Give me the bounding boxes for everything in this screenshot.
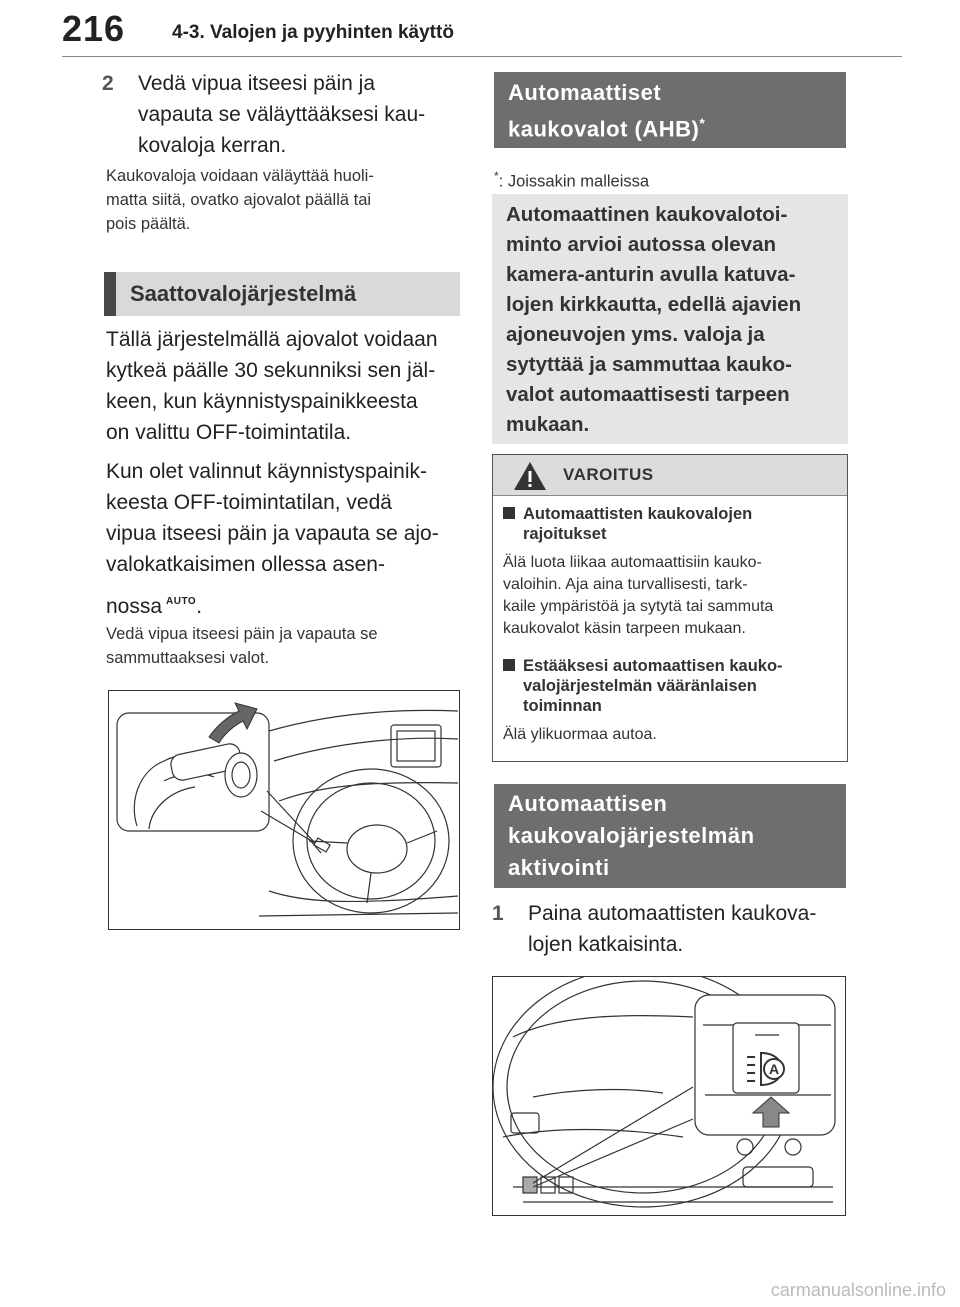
step-number: 2 <box>102 72 114 95</box>
auto-symbol-icon: AUTO <box>166 596 197 607</box>
warning-item-title-text: Estääksesi automaattisen kauko- <box>523 657 783 675</box>
warning-item-title <box>503 504 837 524</box>
summary-line: mukaan. <box>506 413 590 436</box>
section-heading-ahb <box>494 72 846 148</box>
ahb-switch-drawing <box>493 977 844 1214</box>
step-line: Paina automaattisten kaukova- <box>528 902 817 925</box>
warning-title: VAROITUS <box>563 465 654 484</box>
heading-line <box>508 108 832 144</box>
step-2 <box>102 68 462 161</box>
heading-line: Automaattiset <box>508 80 662 105</box>
summary-line: valot automaattisesti tarpeen <box>506 383 790 406</box>
warning-line: kaukovalot käsin tarpeen mukaan. <box>503 620 746 637</box>
illustration-lever-pull <box>108 690 460 930</box>
step-number: 1 <box>492 902 504 925</box>
summary-line: ajoneuvojen yms. valoja ja <box>506 323 765 346</box>
text-line: kytkeä päälle 30 sekunniksi sen jäl- <box>106 359 436 382</box>
note-turn-off <box>106 622 466 670</box>
text-line: on valittu OFF-toimintatila. <box>106 421 352 444</box>
warning-header <box>493 455 847 496</box>
note-line: Kaukovaloja voidaan väläyttää huoli- <box>106 167 374 185</box>
summary-box <box>492 194 848 444</box>
square-bullet-icon <box>503 507 515 519</box>
heading-text: kaukovalot (AHB) <box>508 116 700 142</box>
warning-item-body <box>503 552 837 640</box>
square-bullet-icon <box>503 659 515 671</box>
illustration-ahb-switch <box>492 976 846 1216</box>
warning-item-title-cont: toiminnan <box>523 697 602 715</box>
header-divider <box>62 56 902 57</box>
note-line: sammuttaaksesi valot. <box>106 649 270 667</box>
watermark: carmanualsonline.info <box>770 1280 946 1300</box>
paragraph-operation <box>106 456 466 622</box>
step-line: Vedä vipua itseesi päin ja <box>138 72 375 95</box>
step-line: lojen katkaisinta. <box>528 933 684 956</box>
step-line: vapauta se väläyttääksesi kau- <box>138 103 426 126</box>
text-fragment: . <box>196 595 203 618</box>
footnote-text: : Joissakin malleissa <box>498 172 650 191</box>
text-line-with-symbol <box>106 586 466 622</box>
warning-item-title-text: Automaattisten kaukovalojen <box>523 505 753 523</box>
warning-line: Älä ylikuormaa autoa. <box>503 726 657 743</box>
warning-line: valoihin. Aja aina turvallisesti, tark- <box>503 576 748 593</box>
summary-line: minto arvioi autossa olevan <box>506 233 776 256</box>
warning-item-title-cont: valojärjestelmän vääränlaisen <box>523 677 757 695</box>
heading-line: kaukovalojärjestelmän <box>508 823 755 848</box>
summary-line: sytyttää ja sammuttaa kauko- <box>506 353 792 376</box>
section-heading-follow-me-home: Saattovalojärjestelmä <box>104 272 460 316</box>
text-line: Kun olet valinnut käynnistyspainik- <box>106 460 428 483</box>
paragraph-follow-me-home <box>106 324 466 448</box>
summary-line: Automaattinen kaukovalotoi- <box>506 203 788 226</box>
warning-item-title-cont: rajoitukset <box>523 525 607 543</box>
footnote <box>494 164 846 194</box>
section-header-title: 4-3. Valojen ja pyyhinten käyttö <box>172 22 454 43</box>
warning-line: Älä luota liikaa automaattisiin kauko- <box>503 554 762 571</box>
text-line: vipua itseesi päin ja vapauta se ajo- <box>106 522 439 545</box>
heading-line: Automaattisen <box>508 791 668 816</box>
note-line: Vedä vipua itseesi päin ja vapauta se <box>106 625 378 643</box>
text-line: keen, kun käynnistyspainikkeesta <box>106 390 418 413</box>
warning-item-title <box>503 656 837 676</box>
text-line: valokatkaisimen ollessa asen- <box>106 553 385 576</box>
note-line: matta siitä, ovatko ajovalot päällä tai <box>106 191 372 209</box>
page-number: 216 <box>62 8 126 49</box>
warning-box <box>492 454 848 762</box>
note-line: pois päältä. <box>106 215 191 233</box>
summary-line: kamera-anturin avulla katuva- <box>506 263 796 286</box>
heading-line: aktivointi <box>508 855 610 880</box>
text-fragment: nossa <box>106 595 163 618</box>
footnote-marker: * <box>699 115 706 131</box>
warning-line: kaile ympäristöä ja sytytä tai sammuta <box>503 598 774 615</box>
warning-content <box>493 496 847 746</box>
note-flash <box>106 164 466 236</box>
steering-lever-drawing <box>109 691 458 928</box>
step-line: kovaloja kerran. <box>138 134 287 157</box>
section-heading-activation <box>494 784 846 888</box>
text-line: keesta OFF-toimintatilan, vedä <box>106 491 392 514</box>
footnote-star: * <box>494 169 499 183</box>
warning-triangle-icon <box>513 461 547 491</box>
svg-text:A: A <box>768 1061 780 1077</box>
text-line: Tällä järjestelmällä ajovalot voidaan <box>106 328 438 351</box>
step-1 <box>492 898 848 960</box>
summary-line: lojen kirkkautta, edellä ajavien <box>506 293 802 316</box>
